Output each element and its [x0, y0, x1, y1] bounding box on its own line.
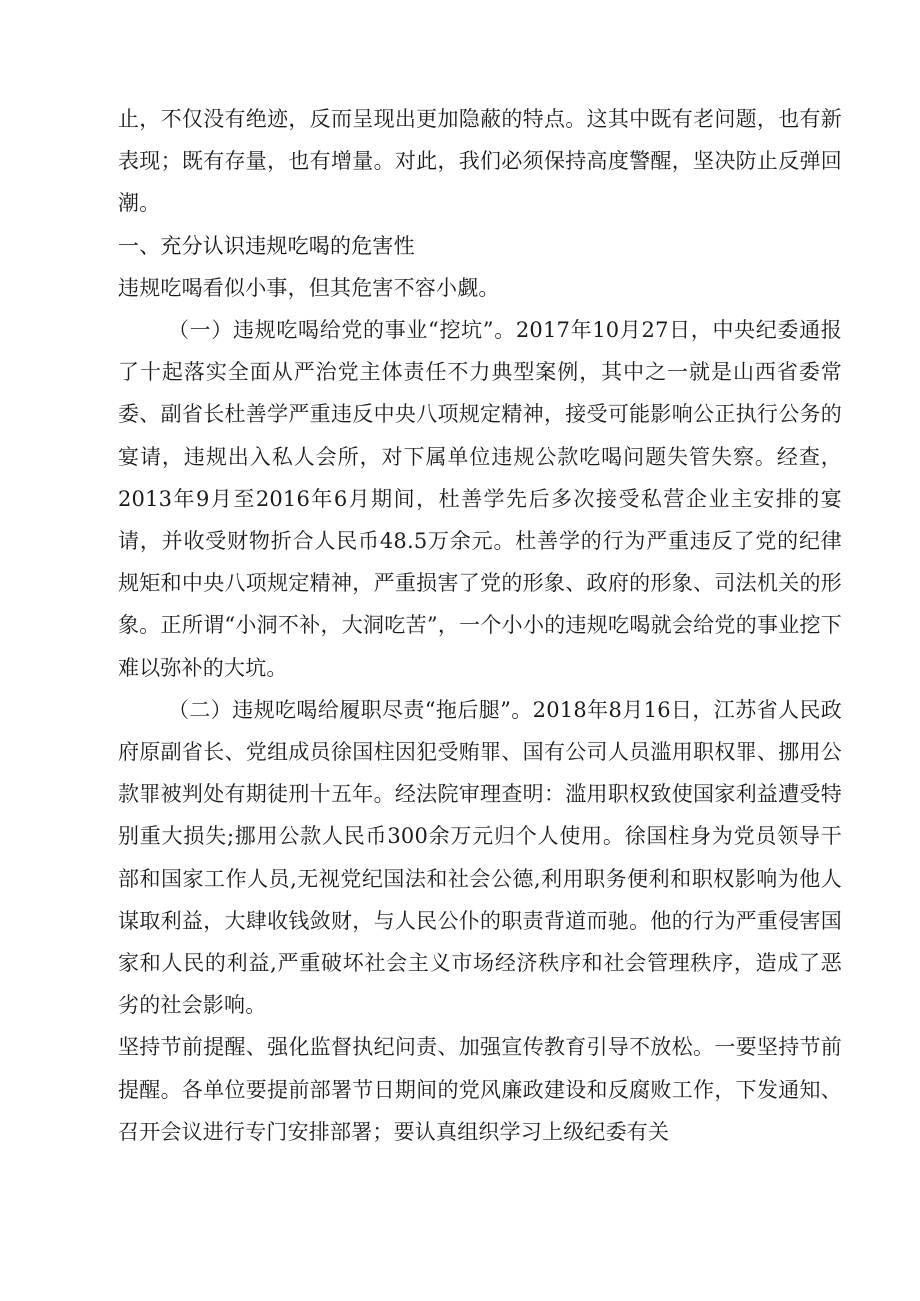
document-page: [118, 98, 842, 1153]
paragraph-continued: 止，不仅没有绝迹，反而呈现出更加隐蔽的特点。这其中既有老问题，也有新表现；既有存量，也有增量。对此，我们必须保持高度警醒，坚决防止反弹回潮。: [118, 107, 842, 216]
section-heading: 一、充分认识违规吃喝的危害性: [118, 233, 415, 258]
paragraph-closing: 坚持节前提醒、强化监督执纪问责、加强宣传教育引导不放松。一要坚持节前提醒。各单位要提前部署节日期间的党风廉政建设和反腐败工作，下发通知、召开会议进行专门安排部署；要认真组织学习上级纪委有关: [118, 1035, 842, 1144]
paragraph-section-2: （二）违规吃喝给履职尽责“拖后腿”。2018年8月16日，江苏省人民政府原副省长、党组成员徐国柱因犯受贿罪、国有公司人员滥用职权罪、挪用公款罪被判处有期徒刑十五年。经法院审理查明：滥用职权致使国家利益遭受特别重大损失;挪用公款人民币300余万元归个人使用。徐国柱身为党员领导干部和国家工作人员,无视党纪国法和社会公德,利用职务便利和职权影响为他人谋取利益，大肆收钱敛财，与人民公仆的职责背道而驰。他的行为严重侵害国家和人民的利益,严重破坏社会主义市场经济秩序和社会管理秩序，造成了恶劣的社会影响。: [118, 697, 842, 1018]
intro-paragraph: 违规吃喝看似小事，但其危害不容小觑。: [118, 275, 500, 300]
paragraph-section-1: （一）违规吃喝给党的事业“挖坑”。2017年10月27日，中央纪委通报了十起落实全面从严治党主体责任不力典型案例，其中之一就是山西省委常委、副省长杜善学严重违反中央八项规定精神，接受可能影响公正执行公务的宴请，违规出入私人会所，对下属单位违规公款吃喝问题失管失察。经查，2013年9月至2016年6月期间，杜善学先后多次接受私营企业主安排的宴请，并收受财物折合人民币48.5万余元。杜善学的行为严重违反了党的纪律规矩和中央八项规定精神，严重损害了党的形象、政府的形象、司法机关的形象。正所谓“小洞不补，大洞吃苦”，一个小小的违规吃喝就会给党的事业挖下难以弥补的大坑。: [118, 318, 842, 680]
